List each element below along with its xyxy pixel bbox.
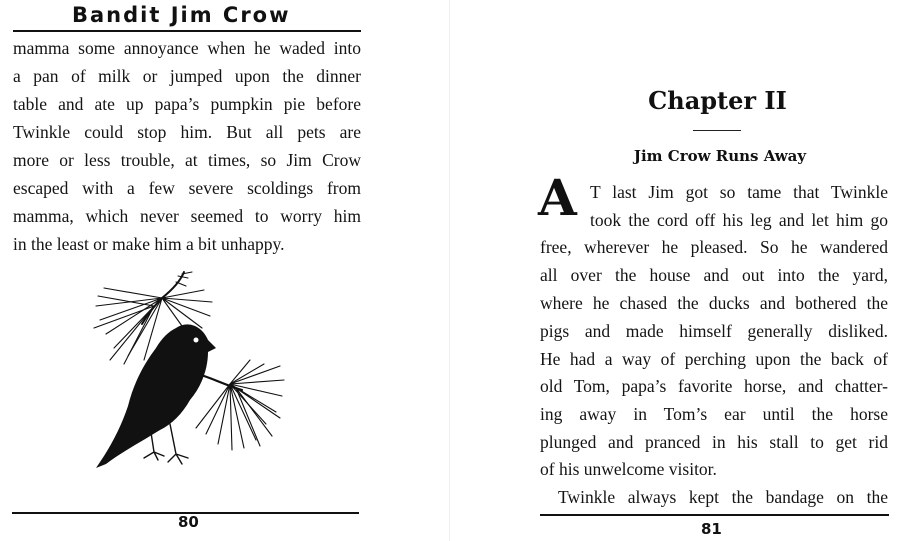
text-line: of his unwelcome visitor. (540, 459, 717, 479)
page-number: 80 (178, 513, 199, 531)
chapter-rule (693, 130, 741, 131)
drop-cap: A (538, 168, 577, 227)
right-page (450, 0, 899, 541)
running-head: Bandit Jim Crow (72, 3, 291, 27)
text-line: in the least or make him a bit unhappy. (13, 234, 285, 254)
text-line: all over the house and out into the yard, (540, 265, 888, 285)
text-line: table and ate up papa’s pumpkin pie before (13, 94, 361, 114)
text-line: ing away in Tom’s ear until the horse (540, 404, 888, 424)
text-line: took the cord off his leg and let him go (590, 210, 888, 230)
text-line: free, wherever he pleased. So he wandered (540, 237, 888, 257)
page-number: 81 (701, 520, 722, 538)
text-line: old Tom, papa’s favorite horse, and chatter- (540, 376, 888, 396)
section-title: Jim Crow Runs Away (633, 147, 807, 165)
text-line: mamma some annoyance when he waded into (13, 38, 361, 58)
text-line: T last Jim got so tame that Twinkle (590, 182, 888, 202)
text-line: Twinkle could stop him. But all pets are (13, 122, 361, 142)
text-line: He had a way of perching upon the back of (540, 349, 888, 369)
text-line: Twinkle always kept the bandage on the (558, 487, 888, 507)
text-line: a pan of milk or jumped upon the dinner (13, 66, 361, 86)
text-line: escaped with a few severe scoldings from (13, 178, 361, 198)
text-line: pigs and made himself generally disliked. (540, 321, 888, 341)
text-line: more or less trouble, at times, so Jim Crow (13, 150, 361, 170)
text-line: where he chased the ducks and bothered the (540, 293, 888, 313)
text-line: plunged and pranced in his stall to get rid (540, 432, 888, 452)
header-rule (13, 30, 361, 32)
text-line: mamma, which never seemed to worry him (13, 206, 361, 226)
crow-illustration (84, 268, 290, 478)
chapter-title: Chapter II (648, 86, 787, 115)
footer-rule (540, 514, 889, 516)
